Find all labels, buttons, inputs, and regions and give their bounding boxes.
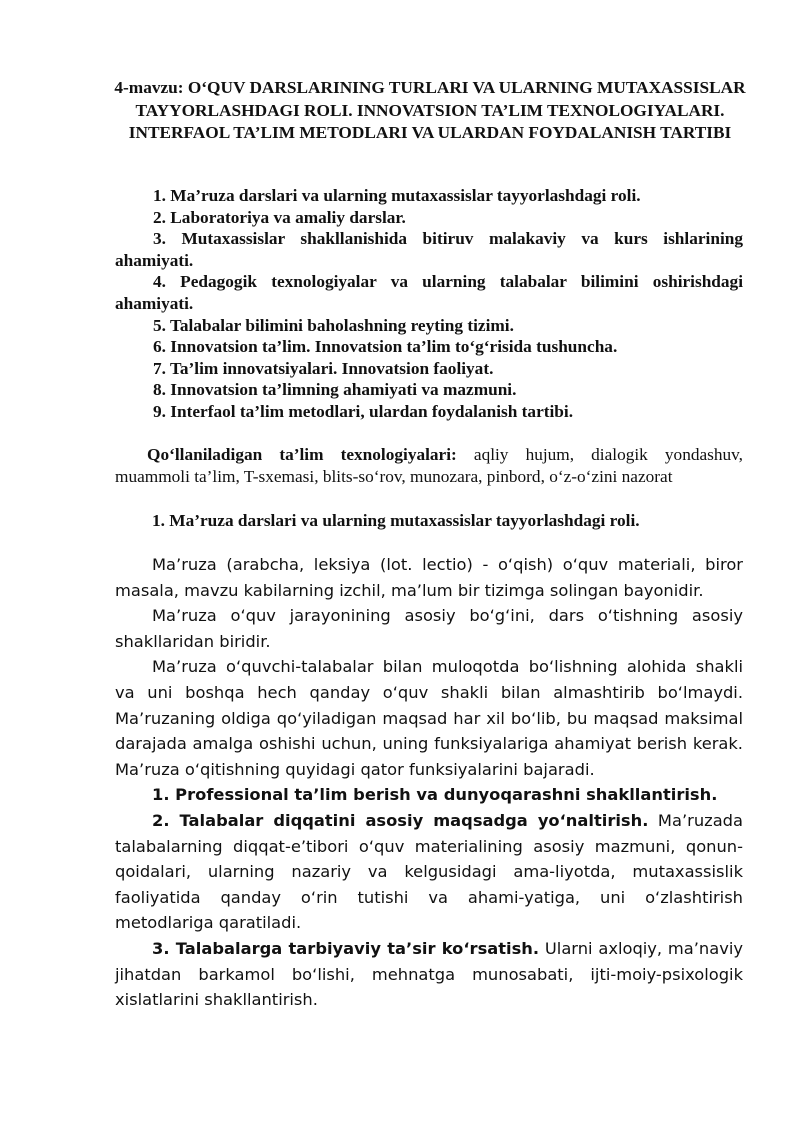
plan-item: 7. Ta’lim innovatsiyalari. Innovatsion faoliyat. [153, 358, 494, 378]
body-paragraph [115, 782, 743, 808]
plan-item: 4. Pedagogik texnologiyalar va ularning talabalar bilimini oshirishdagi ahamiyati. [115, 272, 743, 313]
plan-item: 6. Innovatsion ta’lim. Innovatsion ta’lim to‘g‘risida tushuncha. [153, 337, 618, 357]
plan-item: 5. Talabalar bilimini baholashning reyting tizimi. [153, 315, 514, 335]
body-paragraph: Ma’ruza o‘quv jarayonining asosiy bo‘g‘ini, dars o‘tishning asosiy shakllaridan biridir. [115, 606, 743, 651]
technologies-label: Qo‘llaniladigan ta’lim texnologiyalari: [147, 445, 457, 464]
body-paragraph [115, 808, 743, 936]
function-text: Ularni axloqiy, ma’naviy jihatdan barkamol bo‘lishi, mehnatga munosabati, ijti-moiy-psixologik xislatlarini shakllantirish. [115, 938, 744, 1010]
technologies-text: aqliy hujum, dialogik yondashuv, muammoli ta’lim, T-sxemasi, blits-so‘rov, munozara, pinbord, o‘z-o‘zini nazorat [115, 445, 743, 486]
function-heading: 2. Talabalar diqqatini asosiy maqsadga yo‘naltirish. [152, 810, 649, 830]
function-heading: 3. Talabalarga tarbiyaviy ta’sir ko‘rsatish. [152, 938, 540, 958]
function-heading: 1. Professional ta’lim berish va dunyoqarashni shakllantirish. [152, 785, 718, 805]
page-title: 4-mavzu: O‘QUV DARSLARINING TURLARI VA ULARNING MUTAXASSISLAR TAYYORLASHDAGI ROLI. INNOVATSION TA’LIM TEXNOLOGIYALARI. INTERFAOL TA’LIM METODLARI VA ULARDAN FOYDALANISH TARTIBI [114, 78, 746, 142]
plan-item: 3. Mutaxassislar shakllanishida bitiruv malakaviy va kurs ishlarining ahamiyati. [115, 229, 743, 270]
body-paragraph [115, 936, 743, 1013]
plan-item: 1. Ma’ruza darslari va ularning mutaxassislar tayyorlashdagi roli. [153, 186, 641, 205]
section-heading: 1. Ma’ruza darslari va ularning mutaxassislar tayyorlashdagi roli. [152, 511, 640, 530]
plan-item: 8. Innovatsion ta’limning ahamiyati va mazmuni. [153, 380, 517, 400]
plan-item: 9. Interfaol ta’lim metodlari, ulardan foydalanish tartibi. [153, 401, 574, 421]
body-paragraph: Ma’ruza o‘quvchi-talabalar bilan muloqotda bo‘lishning alohida shakli va uni boshqa hech qanday o‘quv shakli bilan almashtirib bo‘lmaydi. Ma’ruzaning oldiga qo‘yiladigan maqsad har xil bo‘lib, bu maqsad maksimal darajada amalga oshishi uchun, uning funksiyalariga ahamiyat berish kerak. Ma’ruza o‘qitishning quyidagi qator funksiyalarini bajaradi. [115, 657, 743, 779]
topic-plan-list [115, 185, 743, 423]
plan-item: 2. Laboratoriya va amaliy darslar. [153, 207, 406, 227]
function-text: Ma’ruzada talabalarning diqqat-e’tibori o‘quv materialining asosiy mazmuni, qonun-qoidalari, ularning nazariy va kelgusidagi ama-liyotda, mutaxassislik faoliyatida qanday o‘rin tutishi va ahami-yatiga, uni o‘zlashtirish metodlariga qaratiladi. [115, 810, 743, 933]
section-body [115, 552, 743, 1013]
body-paragraph: Ma’ruza (arabcha, leksiya (lot. lectio) - o‘qish) o‘quv materiali, biror masala, mavzu kabilarning izchil, ma’lum bir tizimga solingan bayonidir. [115, 555, 743, 600]
technologies-paragraph [115, 444, 743, 488]
